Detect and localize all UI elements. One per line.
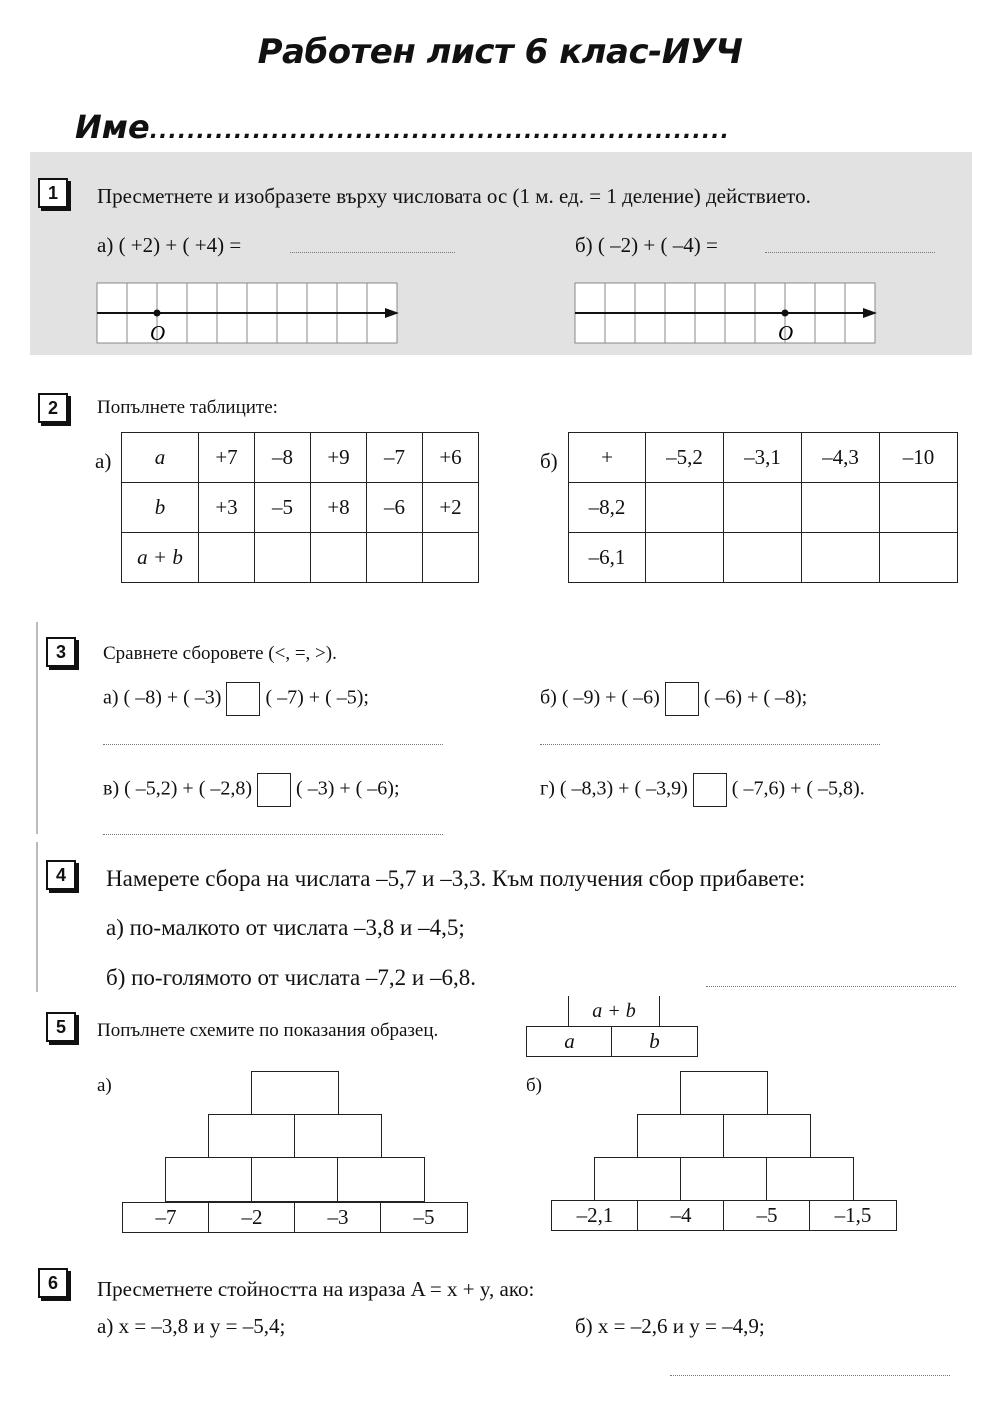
table-a-cell: +9	[311, 433, 367, 483]
table-b-cell: –10	[880, 433, 958, 483]
sample-a-cell: a	[526, 1026, 613, 1057]
task4-b: б) по-голямото от числата –7,2 и –6,8.	[106, 965, 476, 990]
task3-c-right: ( –3) + ( –6);	[296, 777, 400, 800]
name-label: Име	[75, 108, 150, 146]
task3-text: Сравнете сборовете (<, =, >).	[103, 643, 337, 664]
table-b-answer-cell[interactable]	[880, 533, 958, 583]
table-b-row	[569, 433, 958, 483]
pyramid-b-base-cell: –2,1	[551, 1200, 639, 1231]
task5-text: Попълнете схемите по показания образец.	[97, 1020, 439, 1041]
table-a-row	[122, 483, 479, 533]
task6-answer-line[interactable]	[670, 1375, 950, 1376]
task6-a: а) x = –3,8 и y = –5,4;	[97, 1314, 286, 1338]
table-b-header-cell: –8,2	[569, 483, 646, 533]
name-field[interactable]	[75, 108, 730, 146]
task1-a: а) ( +2) + ( +4) =	[97, 233, 242, 257]
task5-b-label: б)	[526, 1075, 542, 1096]
sample-top-cell: a + b	[568, 996, 660, 1026]
table-a-cell: +2	[423, 483, 479, 533]
table-b-row	[569, 483, 958, 533]
pyramid-b-cell[interactable]	[680, 1157, 768, 1202]
table-a	[121, 432, 479, 583]
task2-number: 2	[38, 393, 68, 423]
task3-b	[540, 682, 807, 716]
task6-b: б) x = –2,6 и y = –4,9;	[575, 1314, 765, 1338]
table-a-row	[122, 533, 479, 583]
table-a-cell: –7	[367, 433, 423, 483]
task3-b-right: ( –6) + ( –8);	[703, 686, 808, 709]
pyramid-b-cell[interactable]	[723, 1114, 811, 1159]
task3-b-answer-line[interactable]	[540, 744, 880, 745]
pyramid-a-cell[interactable]	[251, 1071, 339, 1116]
task4-text: Намерете сбора на числата –5,7 и –3,3. Към получения сбор прибавете:	[106, 866, 806, 891]
pyramid-b-base-cell: –4	[637, 1200, 725, 1231]
table-b-answer-cell[interactable]	[724, 533, 802, 583]
table-a-cell: –5	[255, 483, 311, 533]
task1-number: 1	[38, 178, 68, 208]
number-line-a[interactable]	[95, 282, 405, 346]
table-a-header-cell: a	[122, 433, 199, 483]
origin-b-point	[782, 310, 789, 317]
task4-answer-line[interactable]	[706, 986, 956, 987]
table-a-answer-cell[interactable]	[255, 533, 311, 583]
table-b	[568, 432, 958, 583]
task4-a: а) по-малкото от числата –3,8 и –4,5;	[106, 915, 465, 940]
table-a-cell: +3	[199, 483, 255, 533]
table-a-row	[122, 433, 479, 483]
task4-margin-bar	[36, 842, 38, 992]
page-title: Работен лист 6 клас-ИУЧ	[257, 32, 743, 72]
name-dots: ..............................................................	[149, 119, 730, 144]
task3-a-left: а) ( –8) + ( –3)	[103, 686, 222, 709]
pyramid-a-base-cell: –3	[294, 1202, 382, 1233]
task3-a-right: ( –7) + ( –5);	[265, 686, 369, 709]
origin-a-point	[154, 310, 161, 317]
table-a-answer-cell[interactable]	[423, 533, 479, 583]
pyramid-a-cell[interactable]	[294, 1114, 382, 1159]
table-b-answer-cell[interactable]	[880, 483, 958, 533]
task4-number: 4	[46, 860, 76, 890]
pyramid-a-base-cell: –2	[208, 1202, 296, 1233]
task1-b-answer-line[interactable]	[765, 252, 935, 253]
pyramid-b-cell[interactable]	[766, 1157, 854, 1202]
task3-d-compare-box[interactable]	[693, 773, 727, 807]
task3-d	[540, 773, 865, 807]
table-a-answer-cell[interactable]	[311, 533, 367, 583]
task6-text: Пресметнете стойността на израза A = x + y, ако:	[97, 1277, 535, 1301]
pyramid-b-cell[interactable]	[637, 1114, 725, 1159]
pyramid-b-cell[interactable]	[680, 1071, 768, 1116]
pyramid-b-base-cell: –1,5	[809, 1200, 897, 1231]
table-a-cell: +7	[199, 433, 255, 483]
task3-c	[103, 773, 400, 807]
task2-text: Попълнете таблиците:	[97, 397, 278, 418]
table-a-answer-cell[interactable]	[199, 533, 255, 583]
table-b-cell: –3,1	[724, 433, 802, 483]
number-line-b[interactable]	[573, 282, 883, 346]
origin-a-label: O	[150, 321, 166, 345]
table-b-answer-cell[interactable]	[802, 533, 880, 583]
task3-c-answer-line[interactable]	[103, 834, 443, 835]
table-b-answer-cell[interactable]	[724, 483, 802, 533]
task3-margin-bar	[36, 622, 38, 834]
task1-a-answer-line[interactable]	[290, 252, 455, 253]
sample-b-cell: b	[611, 1026, 698, 1057]
task3-b-compare-box[interactable]	[665, 682, 699, 716]
table-b-cell: –5,2	[646, 433, 724, 483]
task3-d-right: ( –7,6) + ( –5,8).	[731, 777, 865, 800]
origin-b-label: O	[778, 321, 794, 345]
task3-a	[103, 682, 369, 716]
task6-number: 6	[38, 1268, 68, 1298]
task1-text: Пресметнете и изобразете върху числовата ос (1 м. ед. = 1 деление) действието.	[97, 184, 811, 208]
task3-number: 3	[46, 637, 76, 667]
table-a-cell: –8	[255, 433, 311, 483]
task5-number: 5	[46, 1012, 76, 1042]
table-b-row	[569, 533, 958, 583]
table-a-header-cell: b	[122, 483, 199, 533]
pyramid-b-cell[interactable]	[594, 1157, 682, 1202]
pyramid-a-cell[interactable]	[337, 1157, 425, 1202]
task3-a-compare-box[interactable]	[226, 682, 260, 716]
table-b-answer-cell[interactable]	[646, 483, 724, 533]
task3-a-answer-line[interactable]	[103, 744, 443, 745]
pyramid-b-base-cell: –5	[723, 1200, 811, 1231]
pyramid-a-base-cell: –5	[380, 1202, 468, 1233]
table-a-header-cell: a + b	[122, 533, 199, 583]
task1-b: б) ( –2) + ( –4) =	[575, 233, 718, 257]
pyramid-a-base-cell: –7	[122, 1202, 210, 1233]
table-b-answer-cell[interactable]	[802, 483, 880, 533]
table-a-answer-cell[interactable]	[367, 533, 423, 583]
pyramid-a-cell[interactable]	[165, 1157, 253, 1202]
task3-b-left: б) ( –9) + ( –6)	[540, 686, 660, 709]
task3-c-left: в) ( –5,2) + ( –2,8)	[103, 777, 253, 800]
task3-c-compare-box[interactable]	[257, 773, 291, 807]
task5-a-label: а)	[97, 1075, 112, 1096]
task2-b-label: б)	[540, 449, 558, 473]
pyramid-a-cell[interactable]	[251, 1157, 339, 1202]
table-a-cell: +8	[311, 483, 367, 533]
table-b-answer-cell[interactable]	[646, 533, 724, 583]
task3-d-left: г) ( –8,3) + ( –3,9)	[540, 777, 688, 800]
table-a-cell: +6	[423, 433, 479, 483]
task2-a-label: а)	[95, 449, 112, 473]
table-b-cell: –4,3	[802, 433, 880, 483]
table-b-header-cell: –6,1	[569, 533, 646, 583]
pyramid-a-cell[interactable]	[208, 1114, 296, 1159]
table-a-cell: –6	[367, 483, 423, 533]
table-b-header-cell: +	[569, 433, 646, 483]
